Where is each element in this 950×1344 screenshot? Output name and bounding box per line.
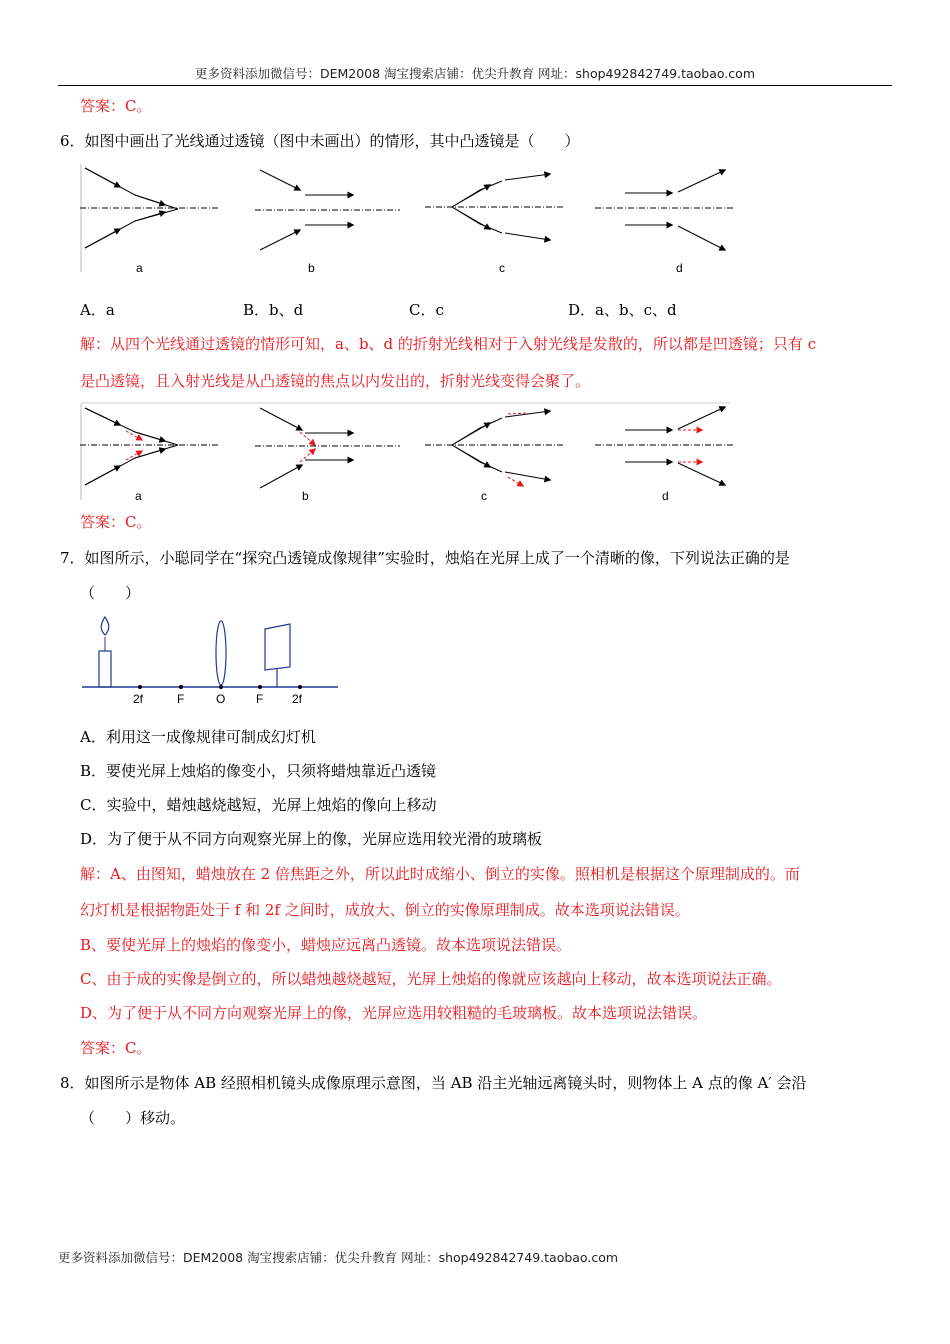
q7-solution-line3: B、要使光屏上的烛焰的像变小，蜡烛应远离凸透镜。故本选项说法错误。	[80, 936, 572, 954]
q6-answer: 答案：C。	[80, 513, 152, 531]
q7-figure	[80, 615, 350, 710]
q7-solution-line4: C、由于成的实像是倒立的，所以蜡烛越烧越短，光屏上烛焰的像就应该越向上移动，故本选项说法正确。	[80, 970, 782, 988]
q8-stem-line2: （ ）移动。	[80, 1109, 186, 1127]
q6-solution-figure	[80, 400, 740, 510]
q7-option-a: A．利用这一成像规律可制成幻灯机	[80, 728, 316, 746]
q7-option-b: B．要使光屏上烛焰的像变小，只须将蜡烛靠近凸透镜	[80, 762, 437, 780]
q6-option-c: C．c	[409, 301, 444, 319]
q7-answer: 答案：C。	[80, 1039, 152, 1057]
q6-label-d: d	[676, 261, 683, 275]
q6-label-b: b	[308, 261, 315, 275]
q6-sol-fig-b	[255, 408, 400, 503]
page-header: 更多资料添加微信号：DEM2008 淘宝搜索店铺：优尖升教育 网址：shop492842749.taobao.com	[194, 66, 756, 81]
q6-option-d: D．a、b、c、d	[568, 301, 677, 319]
q7-option-d: D．为了便于从不同方向观察光屏上的像，光屏应选用较光滑的玻璃板	[80, 830, 543, 848]
q7-axis-f-left: F	[177, 692, 185, 706]
q6-label-a: a	[136, 261, 143, 275]
q7-stem-line2: （ ）	[80, 584, 141, 602]
q6-fig-a	[80, 168, 220, 275]
q6-sol-label-c: c	[481, 489, 487, 503]
q6-stem: 6．如图中画出了光线通过透镜（图中未画出）的情形，其中凸透镜是（ ）	[60, 132, 580, 150]
q7-solution-line5: D、为了便于从不同方向观察光屏上的像，光屏应选用较粗糙的毛玻璃板。故本选项说法错误。	[80, 1004, 708, 1022]
q6-sol-label-b: b	[302, 489, 309, 503]
page-footer: 更多资料添加微信号：DEM2008 淘宝搜索店铺：优尖升教育 网址：shop492842749.taobao.com	[58, 1250, 619, 1265]
q7-axis-f-right: F	[256, 692, 264, 706]
q7-solution-line1: 解：A、由图知，蜡烛放在 2 倍焦距之外，所以此时成缩小、倒立的实像。照相机是根据这个原理制成的。而	[80, 865, 800, 883]
q6-sol-label-a: a	[135, 489, 142, 503]
q7-stem-line1: 7．如图所示，小聪同学在“探究凸透镜成像规律”实验时，烛焰在光屏上成了一个清晰的像，下列说法正确的是	[60, 549, 790, 567]
q6-option-b: B．b、d	[243, 301, 304, 319]
q6-option-a: A．a	[80, 301, 115, 319]
q6-sol-fig-a	[80, 408, 220, 503]
q6-solution-line2: 是凸透镜，且入射光线是从凸透镜的焦点以内发出的，折射光线变得会聚了。	[80, 372, 591, 390]
q7-axis-2f-right: 2f	[292, 692, 303, 706]
q7-solution-line2: 幻灯机是根据物距处于 f 和 2f 之间时，成放大、倒立的实像原理制成。故本选项说法错误。	[80, 901, 690, 919]
q6-label-c: c	[499, 261, 505, 275]
q6-sol-fig-c	[425, 411, 565, 503]
q6-fig-c	[425, 174, 565, 275]
q6-solution-line1: 解：从四个光线通过透镜的情形可知，a、b、d 的折射光线相对于入射光线是发散的，所以都是凹透镜；只有 c	[80, 335, 817, 353]
q6-fig-b	[255, 170, 400, 275]
q6-sol-label-d: d	[662, 489, 669, 503]
q6-figure	[80, 160, 740, 280]
q7-axis-2f-left: 2f	[133, 692, 144, 706]
header-divider	[58, 85, 892, 86]
q7-option-c: C．实验中，蜡烛越烧越短，光屏上烛焰的像向上移动	[80, 796, 437, 814]
q6-sol-fig-d	[595, 407, 735, 503]
q6-fig-d	[595, 170, 735, 275]
prev-answer: 答案：C。	[80, 97, 152, 115]
q7-axis-o: O	[216, 692, 226, 706]
q8-stem-line1: 8．如图所示是物体 AB 经照相机镜头成像原理示意图，当 AB 沿主光轴远离镜头时，则物体上 A 点的像 A′ 会沿	[60, 1074, 807, 1092]
